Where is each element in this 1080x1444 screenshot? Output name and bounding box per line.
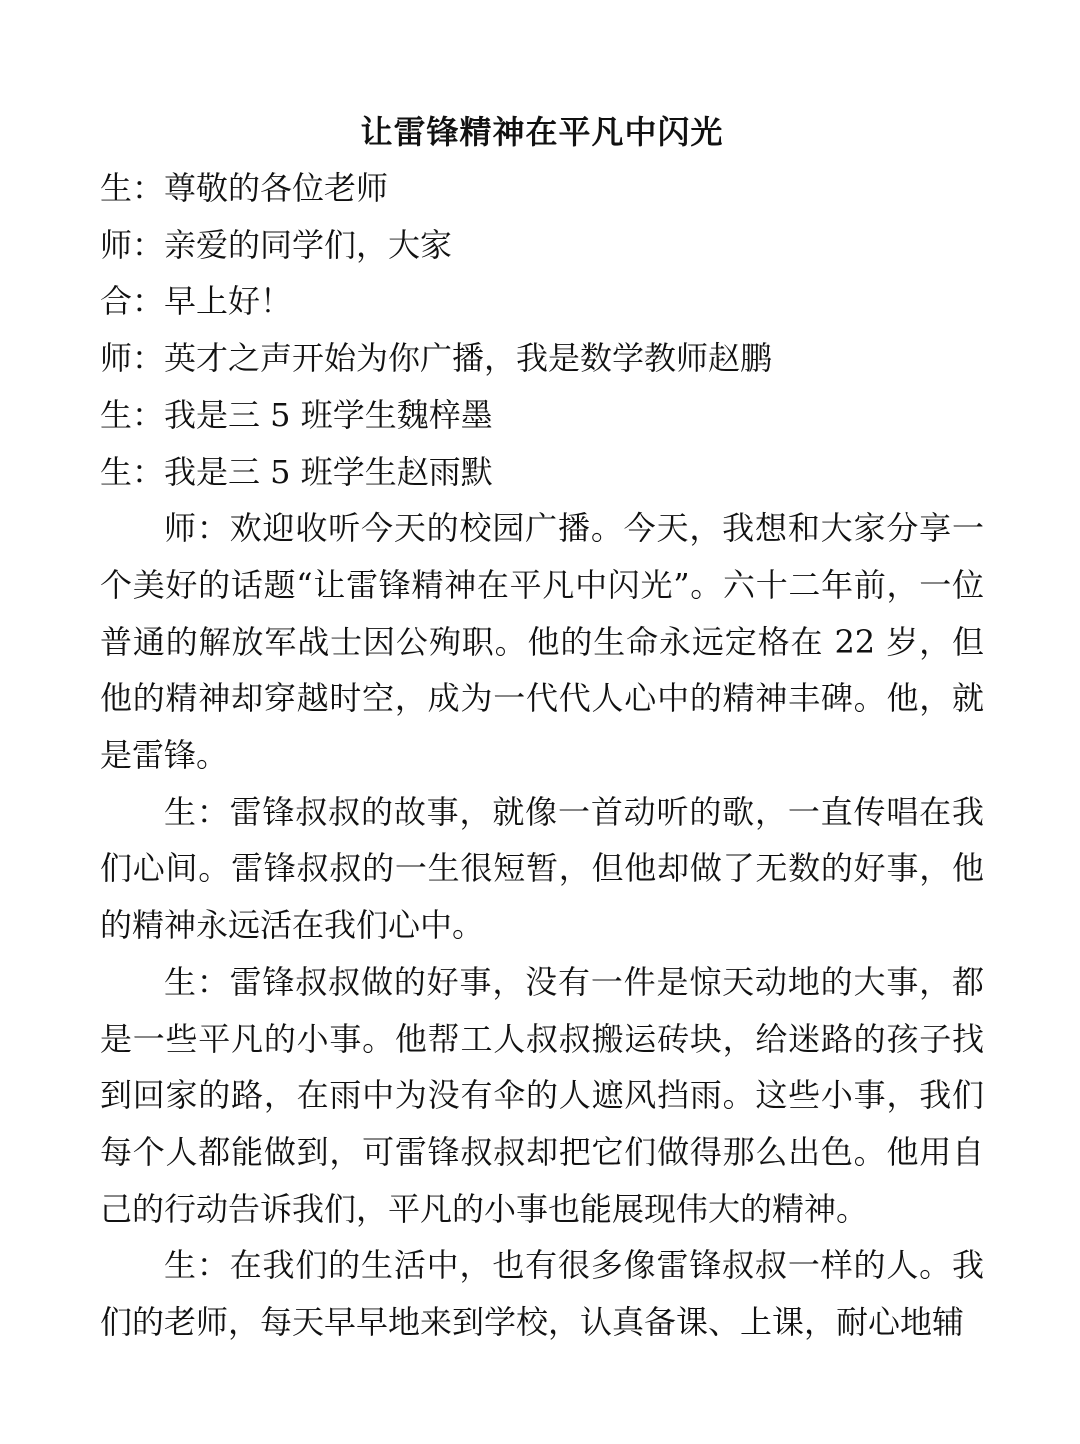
dialogue-line: 生：我是三 5 班学生赵雨默: [100, 452, 493, 491]
paragraph: 生：在我们的生活中，也有很多像雷锋叔叔一样的人。我们的老师，每天早早地来到学校，认真备课、上课，耐心地辅: [100, 1246, 984, 1342]
body-text: [100, 500, 984, 1351]
dialogue-line: 师：亲爱的同学们，大家: [100, 225, 453, 264]
dialogue-line: 师：英才之声开始为你广播，我是数学教师赵鹏: [100, 339, 773, 378]
paragraph: 生：雷锋叔叔做的好事，没有一件是惊天动地的大事，都是一些平凡的小事。他帮工人叔叔搬运砖块，给迷路的孩子找到回家的路，在雨中为没有伞的人遮风挡雨。这些小事，我们每个人都能做到，可雷锋叔叔却把它们做得那么出色。他用自己的行动告诉我们，平凡的小事也能展现伟大的精神。: [100, 962, 984, 1228]
dialogue-line: 生：尊敬的各位老师: [100, 169, 389, 207]
dialogue-line: 合：早上好！: [100, 282, 293, 321]
dialogue-block: [100, 160, 984, 500]
paragraph: 师：欢迎收听今天的校园广播。今天，我想和大家分享一个美好的话题“让雷锋精神在平凡中闪光”。六十二年前，一位普通的解放军战士因公殉职。他的生命永远定格在 22 岁，但他的精神却穿越时空，成为一代代人心中的精神丰碑。他，就是雷锋。: [100, 509, 984, 775]
document-page: [100, 104, 984, 1351]
dialogue-line: 生：我是三 5 班学生魏梓墨: [100, 395, 493, 434]
document-title: 让雷锋精神在平凡中闪光: [360, 113, 724, 151]
paragraph: 生：雷锋叔叔的故事，就像一首动听的歌，一直传唱在我们心间。雷锋叔叔的一生很短暂，但他却做了无数的好事，他的精神永远活在我们心中。: [100, 792, 984, 945]
